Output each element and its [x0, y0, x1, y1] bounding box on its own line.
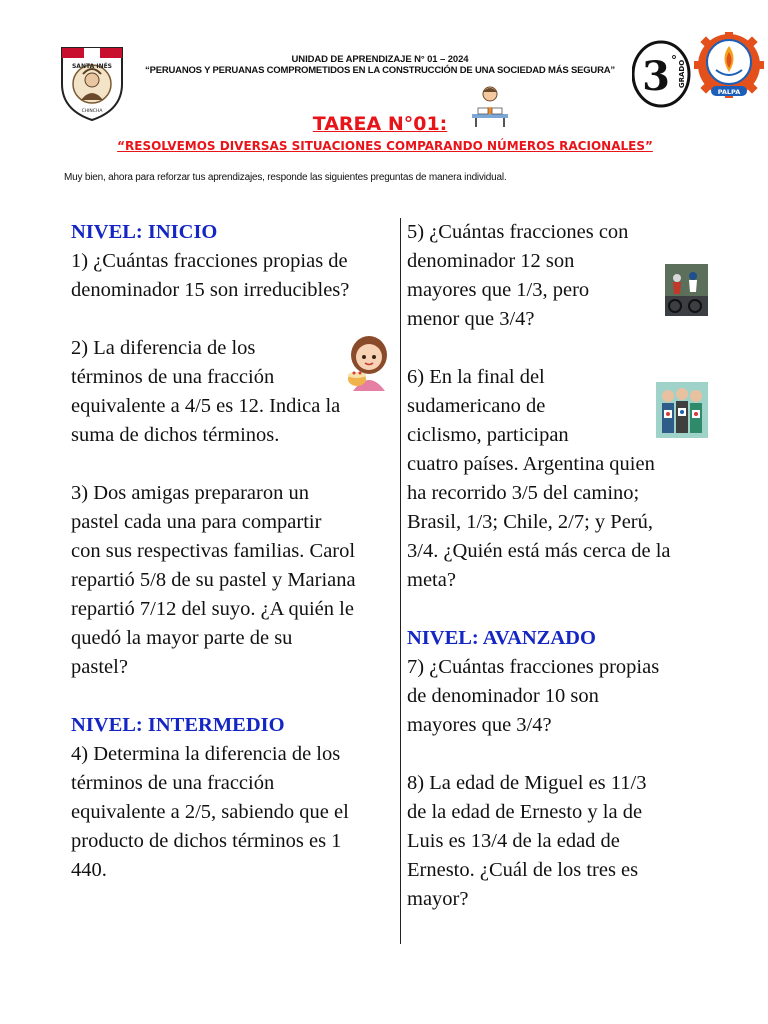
spacer	[407, 595, 707, 624]
instruction-text: Muy bien, ahora para reforzar tus aprendizajes, responde las siguientes preguntas de manera individual.	[64, 172, 507, 183]
left-column	[71, 218, 397, 885]
question-6: 6) En la final del sudamericano de ciclismo, participan cuatro países. Argentina quien ha recorrido 3/5 del camino; Brasil, 1/3; Chile, 2/7; y Perú, 3/4. ¿Quién está más cerca de la meta?	[407, 366, 671, 591]
school-crest-subtext: CHINCHA	[81, 109, 103, 114]
page-title-text: TAREA N°01:	[312, 113, 448, 135]
question-3: 3) Dos amigas prepararon un pastel cada una para compartir con sus respectivas familias. Carol repartió 5/8 de su pastel y Mariana repartió 7/12 del suyo. ¿A quién le quedó la mayor parte de su pastel?	[71, 482, 356, 678]
girl-with-cake-illustration	[341, 333, 397, 393]
grade-suffix: °	[671, 53, 677, 67]
question-8: 8) La edad de Miguel es 11/3 de la edad de Ernesto y la de Luis es 13/4 de la edad de Ernesto. ¿Cuál de los tres es mayor?	[407, 772, 647, 910]
spacer	[71, 305, 397, 334]
school-crest-logo	[56, 44, 128, 122]
right-column	[407, 218, 707, 914]
grade-number: 3	[642, 53, 670, 100]
student-studying-illustration	[468, 84, 512, 128]
spacer	[71, 450, 397, 479]
column-divider	[400, 218, 401, 944]
cyclists-photo	[665, 264, 708, 316]
spacer	[407, 740, 707, 769]
people-with-fractions-illustration	[656, 382, 708, 438]
school-crest-text: SANTA INÉS	[71, 63, 113, 70]
level-heading-intermedio: NIVEL: INTERMEDIO	[71, 714, 285, 736]
spacer	[407, 334, 707, 363]
question-2: 2) La diferencia de los términos de una fracción equivalente a 4/5 es 12. Indica la suma de dichos términos.	[71, 337, 341, 446]
question-5: 5) ¿Cuántas fracciones con denominador 12 son mayores que 1/3, pero menor que 3/4?	[407, 221, 629, 330]
level-heading-inicio: NIVEL: INICIO	[71, 221, 218, 243]
grade-word: GRADO	[678, 59, 686, 89]
ugel-gear-logo	[694, 32, 764, 102]
unit-title: UNIDAD DE APRENDIZAJE N° 01 – 2024	[291, 54, 469, 65]
spacer	[71, 682, 397, 711]
level-heading-avanzado: NIVEL: AVANZADO	[407, 627, 596, 649]
page-subtitle: “RESOLVEMOS DIVERSAS SITUACIONES COMPARANDO NÚMEROS RACIONALES”	[117, 139, 653, 153]
unit-slogan: “PERUANOS Y PERUANAS COMPROMETIDOS EN LA CONSTRUCCIÓN DE UNA SOCIEDAD MÁS SEGURA”	[145, 65, 615, 76]
question-4: 4) Determina la diferencia de los términos de una fracción equivalente a 2/5, sabiendo que el producto de dichos términos es 1 440.	[71, 743, 349, 881]
grade-badge	[632, 40, 694, 108]
question-7: 7) ¿Cuántas fracciones propias de denominador 10 son mayores que 3/4?	[407, 656, 660, 736]
question-1: 1) ¿Cuántas fracciones propias de denominador 15 son irreducibles?	[71, 250, 350, 301]
ugel-logo-text: PALPA	[717, 88, 741, 96]
